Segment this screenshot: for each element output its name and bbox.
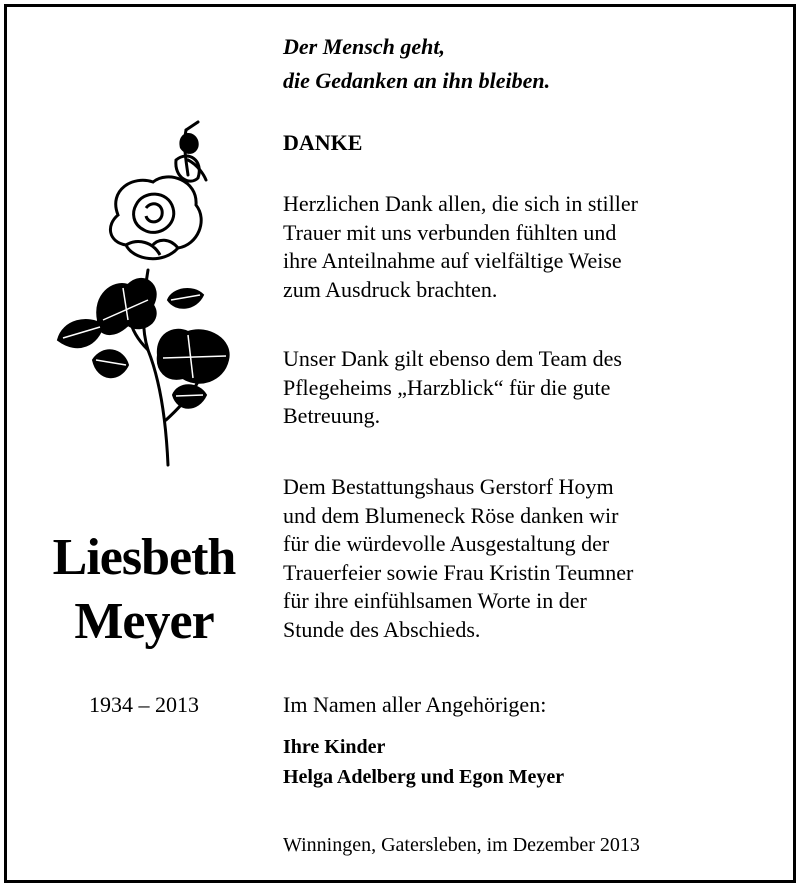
paragraph-line: für die würdevolle Ausgestaltung der [283,531,610,557]
motto-line: die Gedanken an ihn bleiben. [283,68,551,93]
signer-line: Helga Adelberg und Egon Meyer [283,766,565,788]
paragraph-thanks [283,190,638,304]
paragraph-line: Trauerfeier sowie Frau Kristin Teumner [283,559,634,585]
paragraph-funeral [283,473,633,645]
paragraph-line: Betreuung. [283,403,381,429]
paragraph-line: ihre Anteilnahme auf vielfältige Weise [283,248,622,274]
deceased-first-name: Liesbeth [52,529,236,586]
paragraph-line: zum Ausdruck brachten. [283,276,498,302]
heading-danke: DANKE [283,130,363,155]
paragraph-care-home [283,345,622,431]
motto-line: Der Mensch geht, [283,34,445,59]
closing-line: Im Namen aller Angehörigen: [283,692,547,717]
deceased-last-name: Meyer [74,593,214,650]
signers [283,732,564,792]
motto [283,30,550,98]
paragraph-line: Pflegeheims „Harzblick“ für die gute [283,374,611,400]
paragraph-line: Unser Dank gilt ebenso dem Team des [283,346,622,371]
life-years: 1934 – 2013 [89,692,199,717]
paragraph-line: Stunde des Abschieds. [283,616,481,642]
rose-icon [48,120,248,470]
paragraph-line: Trauer mit uns verbunden fühlten und [283,219,617,245]
signer-line: Ihre Kinder [283,736,386,758]
paragraph-line: Dem Bestattungshaus Gerstorf Hoym [283,474,614,499]
place-date: Winningen, Gatersleben, im Dezember 2013 [283,834,640,856]
paragraph-line: und dem Blumeneck Röse danken wir [283,502,619,528]
paragraph-line: Herzlichen Dank allen, die sich in stiller [283,191,638,216]
paragraph-line: für ihre einfühlsamen Worte in der [283,588,587,614]
